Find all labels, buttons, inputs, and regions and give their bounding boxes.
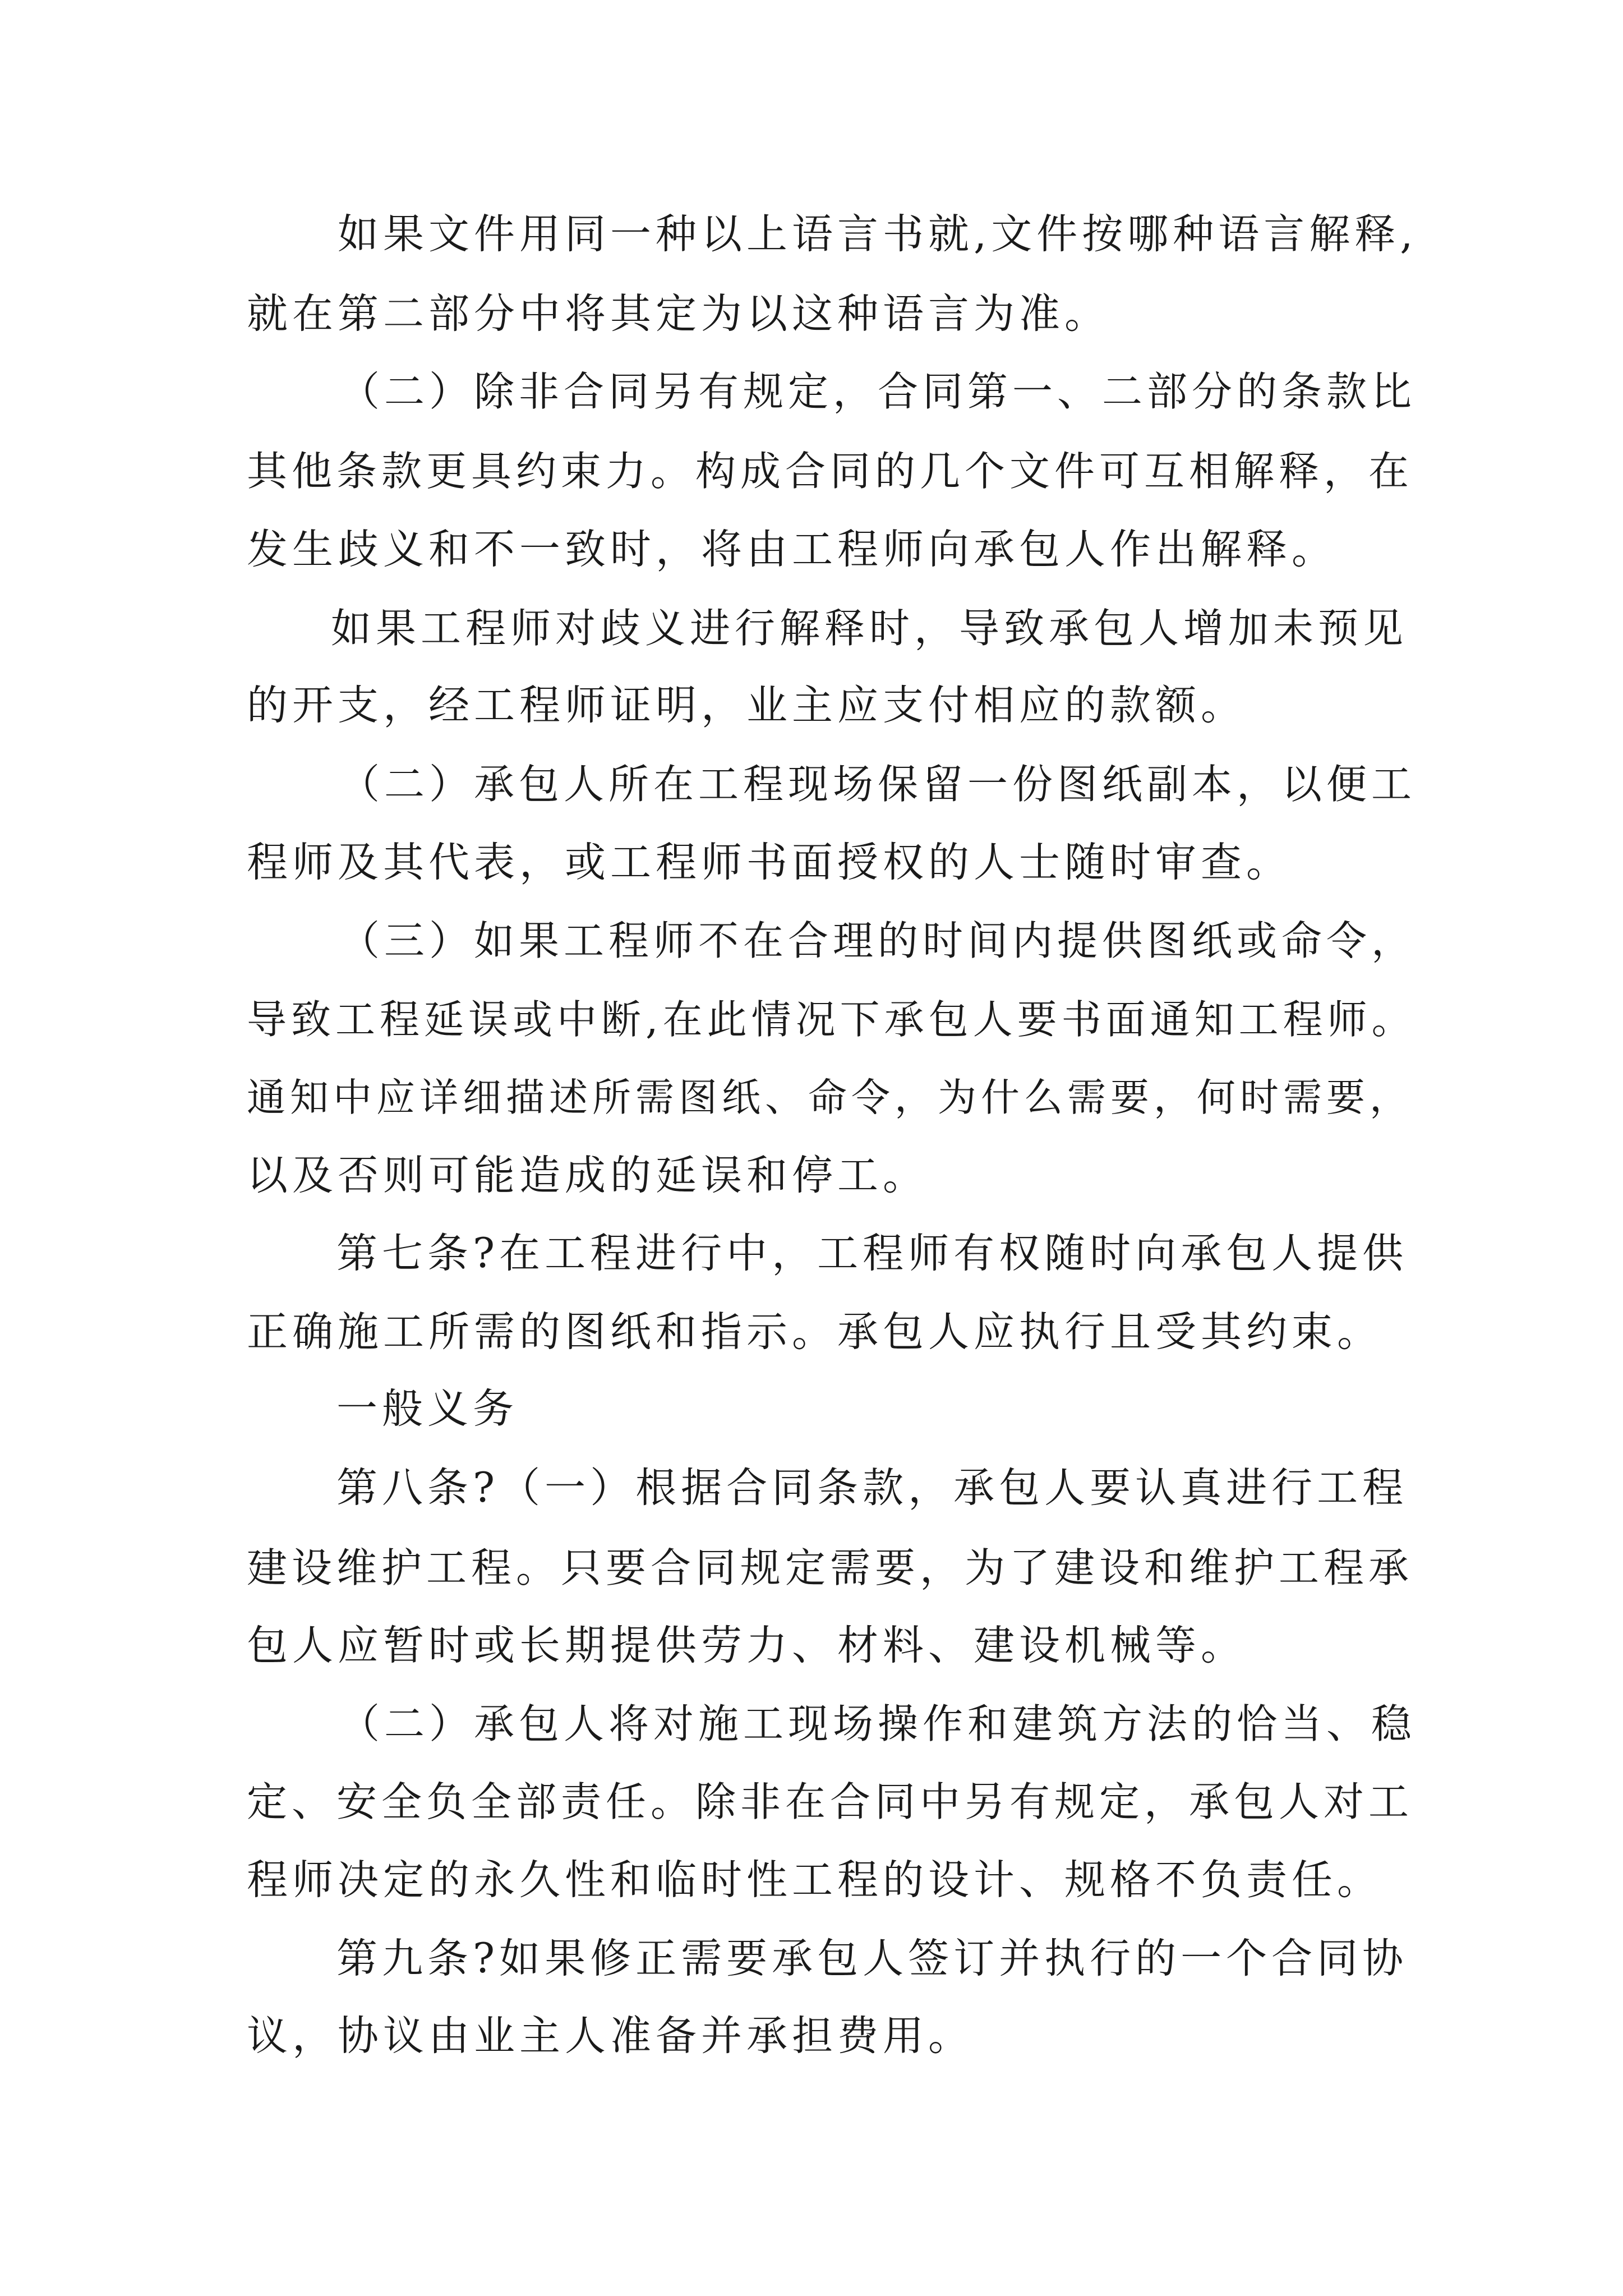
text-line: （二）承包人所在工程现场保留一份图纸副本，以便工 — [339, 761, 1417, 808]
text-line: 第八条?（一）根据合同条款，承包人要认真进行工程 — [336, 1464, 1408, 1512]
text-line: （三）如果工程师不在合理的时间内提供图纸或命令， — [339, 917, 1417, 964]
text-line: 发生歧义和不一致时，将由工程师向承包人作出解释。 — [247, 526, 1337, 573]
text-line: 如果文件用同一种以上语言书就,文件按哪种语言解释, — [338, 210, 1418, 258]
text-line: 的开支，经工程师证明，业主应支付相应的款额。 — [247, 682, 1246, 729]
text-line: 第九条?如果修正需要承包人签订并执行的一个合同协 — [336, 1935, 1408, 1982]
text-line: 程师决定的永久性和临时性工程的设计、规格不负责任。 — [247, 1856, 1382, 1904]
text-line: 程师及其代表，或工程师书面授权的人士随时审查。 — [247, 839, 1292, 886]
text-line: 一般义务 — [336, 1385, 518, 1433]
text-line: （二）承包人将对施工现场操作和建筑方法的恰当、稳 — [339, 1700, 1417, 1747]
text-line: 导致工程延误或中断,在此情况下承包人要书面通知工程师。 — [247, 996, 1416, 1043]
text-line: 以及否则可能造成的延误和停工。 — [247, 1152, 928, 1199]
text-line: 通知中应详细描述所需图纸、命令，为什么需要，何时需要， — [247, 1075, 1413, 1120]
text-line: 就在第二部分中将其定为以这种语言为准。 — [247, 290, 1110, 338]
text-line: 其他条款更具约束力。构成合同的几个文件可互相解释，在 — [247, 448, 1414, 495]
text-line: 正确施工所需的图纸和指示。承包人应执行且受其约束。 — [247, 1308, 1382, 1356]
text-line: 第七条?在工程进行中，工程师有权随时向承包人提供 — [336, 1230, 1408, 1277]
text-line: 议，协议由业主人准备并承担费用。 — [247, 2012, 974, 2060]
text-line: 包人应暂时或长期提供劳力、材料、建设机械等。 — [247, 1622, 1246, 1669]
text-line: （二）除非合同另有规定，合同第一、二部分的条款比 — [339, 368, 1417, 415]
text-line: 建设维护工程。只要合同规定需要，为了建设和维护工程承 — [247, 1544, 1414, 1591]
text-line: 定、安全负全部责任。除非在合同中另有规定，承包人对工 — [247, 1778, 1414, 1825]
text-line: 如果工程师对歧义进行解释时，导致承包人增加未预见 — [331, 605, 1408, 652]
